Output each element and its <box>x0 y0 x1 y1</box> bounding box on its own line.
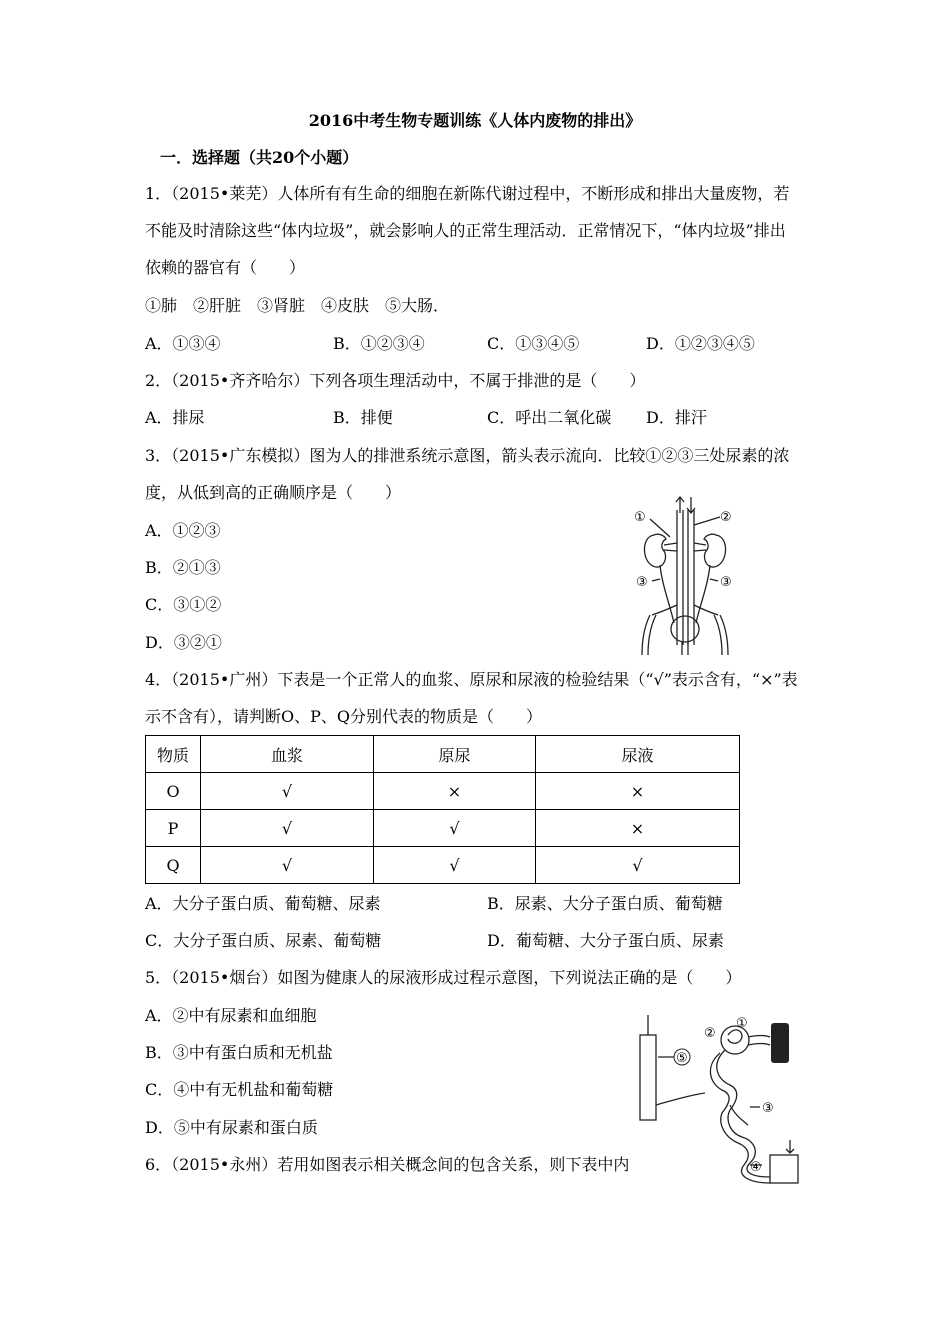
q5-option-d: D．⑤中有尿素和蛋白质 <box>145 1118 318 1137</box>
table-cell: O <box>146 773 201 810</box>
fig5-label-2: ② <box>704 1026 716 1041</box>
q1-line-1: 1．（2015•莱芜）人体所有有生命的细胞在新陈代谢过程中，不断形成和排出大量废物，若 <box>145 184 790 203</box>
q4-line-1: 4．（2015•广州）下表是一个正常人的血浆、原尿和尿液的检验结果（“√”表示含有，“×”表 <box>145 670 798 689</box>
table-cell: √ <box>374 847 536 884</box>
fig5-label-5: ⑤ <box>676 1051 688 1066</box>
table-header-cell: 血浆 <box>201 736 374 773</box>
q1-organs: ①肺 ②肝脏 ③肾脏 ④皮肤 ⑤大肠． <box>145 296 450 315</box>
table-cell: × <box>374 773 536 810</box>
table-cell: √ <box>201 773 374 810</box>
q4-option-b: B．尿素、大分子蛋白质、葡萄糖 <box>487 894 723 913</box>
excretory-system-figure <box>630 495 745 655</box>
q3-option-b: B．②①③ <box>145 558 221 577</box>
table-header-cell: 物质 <box>146 736 201 773</box>
q5-option-b: B．③中有蛋白质和无机盐 <box>145 1043 333 1062</box>
q4-line-2: 示不含有），请判断O、P、Q分别代表的物质是（ ） <box>145 707 543 726</box>
urine-formation-figure <box>630 1005 810 1195</box>
q5-option-a: A．②中有尿素和血细胞 <box>145 1006 317 1025</box>
q3-line-2: 度，从低到高的正确顺序是（ ） <box>145 483 402 502</box>
fig5-label-4: ④ <box>750 1160 762 1175</box>
table-cell: P <box>146 810 201 847</box>
q2-option-c: C．呼出二氧化碳 <box>487 408 612 427</box>
q1-option-a: A．①③④ <box>145 334 221 353</box>
q2-stem: 2．（2015•齐齐哈尔）下列各项生理活动中，不属于排泄的是（ ） <box>145 371 646 390</box>
table-cell: × <box>536 810 740 847</box>
table-header-cell: 原尿 <box>374 736 536 773</box>
q5-stem: 5．（2015•烟台）如图为健康人的尿液形成过程示意图，下列说法正确的是（ ） <box>145 968 742 987</box>
q1-line-2: 不能及时清除这些“体内垃圾”，就会影响人的正常生理活动．正常情况下，“体内垃圾”排出 <box>145 221 786 240</box>
table-header-cell: 尿液 <box>536 736 740 773</box>
section-heading: 一．选择题（共20个小题） <box>160 148 359 167</box>
q4-option-a: A．大分子蛋白质、葡萄糖、尿素 <box>145 894 381 913</box>
table-row <box>146 773 740 810</box>
q6-stem: 6．（2015•永州）若用如图表示相关概念间的包含关系，则下表中内 <box>145 1155 630 1174</box>
document-title: 2016中考生物专题训练《人体内废物的排出》 <box>308 111 642 130</box>
q5-option-c: C．④中有无机盐和葡萄糖 <box>145 1080 334 1099</box>
table-cell: √ <box>201 810 374 847</box>
q1-option-b: B．①②③④ <box>333 334 425 353</box>
q4-option-c: C．大分子蛋白质、尿素、葡萄糖 <box>145 931 382 950</box>
table-cell: √ <box>201 847 374 884</box>
table-cell: × <box>536 773 740 810</box>
q3-line-1: 3．（2015•广东模拟）图为人的排泄系统示意图，箭头表示流向．比较①②③三处尿素的浓 <box>145 446 790 465</box>
q3-option-d: D．③②① <box>145 633 222 652</box>
fig3-label-2: ② <box>720 510 732 525</box>
q2-option-a: A．排尿 <box>145 408 205 427</box>
q1-option-c: C．①③④⑤ <box>487 334 580 353</box>
q4-option-d: D．葡萄糖、大分子蛋白质、尿素 <box>487 931 724 950</box>
table-cell: Q <box>146 847 201 884</box>
test-results-table <box>145 735 740 884</box>
table-row <box>146 847 740 884</box>
table-cell: √ <box>536 847 740 884</box>
q3-option-c: C．③①② <box>145 595 222 614</box>
q1-line-3: 依赖的器官有（ ） <box>145 258 306 277</box>
table-cell: √ <box>374 810 536 847</box>
fig5-label-1: ① <box>736 1016 748 1031</box>
table-row <box>146 810 740 847</box>
q2-option-b: B．排便 <box>333 408 393 427</box>
q1-option-d: D．①②③④⑤ <box>646 334 755 353</box>
q3-option-a: A．①②③ <box>145 521 221 540</box>
fig3-label-3-left: ③ <box>636 575 648 590</box>
table-header-row <box>146 736 740 773</box>
fig5-label-3: ③ <box>762 1101 774 1116</box>
q2-option-d: D．排汗 <box>646 408 707 427</box>
fig3-label-1: ① <box>634 510 646 525</box>
fig3-label-3-right: ③ <box>720 575 732 590</box>
